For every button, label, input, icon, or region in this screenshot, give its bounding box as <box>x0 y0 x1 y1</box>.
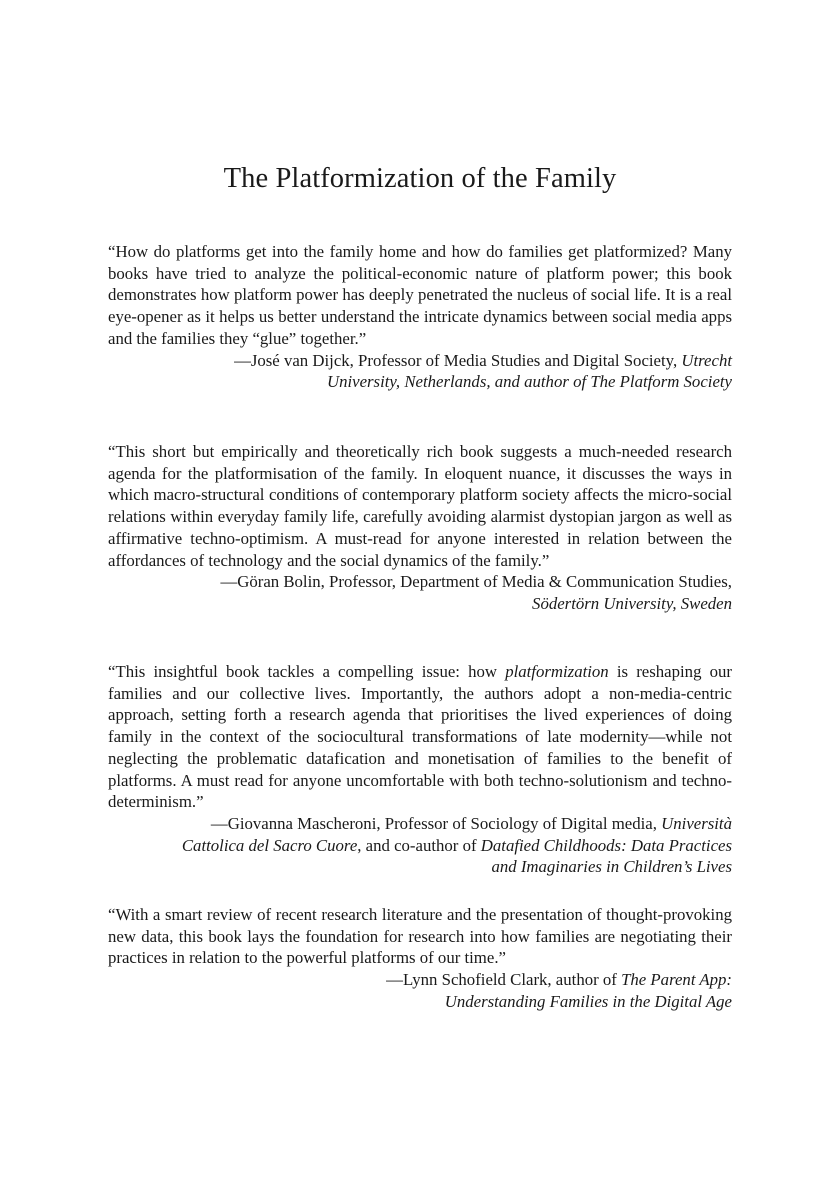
attribution-italic: and Imaginaries in Children’s Lives <box>491 857 732 877</box>
attribution-line: —Göran Bolin, Professor, Department of Media & Communication Studies, <box>220 572 732 592</box>
attribution-text: , and co-author of <box>357 835 481 855</box>
blurb-clark <box>108 904 732 1013</box>
attribution-italic: Cattolica del Sacro Cuore <box>181 835 358 855</box>
attribution-italic: Utrecht <box>681 350 732 370</box>
blurb-bolin <box>108 441 732 615</box>
attribution-italic: Università <box>661 813 732 833</box>
attribution-italic: Understanding Families in the Digital Age <box>444 991 732 1011</box>
attribution-italic: The Parent App: <box>621 970 732 990</box>
blurb-attribution <box>108 969 732 1012</box>
attribution-italic: Datafied Childhoods: Data Practices <box>480 835 732 855</box>
attribution-text: —Giovanna Mascheroni, Professor of Sociology of Digital media, <box>210 813 662 833</box>
attribution-text: —José van Dijck, Professor of Media Studies and Digital Society, <box>234 350 682 370</box>
blurb-quote: “This short but empirically and theoretically rich book suggests a much-needed research agenda for the platformisation of the family. In eloquent nuance, it discusses the ways in which macro-structural conditions of contemporary platform society affects the micro-social relations within everyday family life, carefully avoiding alarmist dystopian jargon as well as affirmative techno-optimism. A must-read for anyone interested in relation between the affordances of technology and the social dynamics of the family.” <box>108 442 732 570</box>
blurb-mascheroni <box>108 661 732 878</box>
blurb-van-dijck <box>108 241 732 393</box>
page-title: The Platformization of the Family <box>223 163 617 194</box>
attribution-line <box>108 835 732 857</box>
blurb-attribution <box>108 571 732 614</box>
attribution-line <box>108 371 732 393</box>
blurb-quote: “How do platforms get into the family home and how do families get platformized? Many books have tried to analyze the political-economic nature of platform power; this book demonstrates how platform power has deeply penetrated the nucleus of social life. It is a real eye-opener as it helps us better understand the intricate dynamics between social media apps and the families they “glue” together.” <box>108 242 732 348</box>
quote-text: is reshaping our families and our collective lives. Importantly, the authors adopt a non-media-centric approach, setting forth a research agenda that prioritises the lived experiences of doing family in the context of the sociocultural transformations of late modernity—while not neglecting the problematic datafication and monetisation of families to the benefit of platforms. A must read for anyone uncomfortable with both techno-solutionism and techno-determinism.” <box>108 662 732 812</box>
attribution-text: —Lynn Schofield Clark, author of <box>386 970 622 990</box>
attribution-line <box>108 813 732 835</box>
attribution-italic: University, Netherlands, and author of The Platform Society <box>326 372 732 392</box>
quote-italic: platformization <box>505 662 609 681</box>
blurb-quote <box>108 661 732 813</box>
blurb-attribution <box>108 813 732 878</box>
attribution-line <box>108 856 732 878</box>
attribution-line <box>108 350 732 372</box>
attribution-line <box>108 969 732 991</box>
blurb-attribution <box>108 350 732 393</box>
attribution-italic: Södertörn University, Sweden <box>532 593 732 613</box>
attribution-line <box>108 593 732 615</box>
quote-text: “This insightful book tackles a compelling issue: how <box>108 662 506 681</box>
attribution-line <box>108 991 732 1013</box>
blurb-quote: “With a smart review of recent research literature and the presentation of thought-provoking new data, this book lays the foundation for research into how families are negotiating their practices in relation to the powerful platforms of our time.” <box>108 905 732 968</box>
